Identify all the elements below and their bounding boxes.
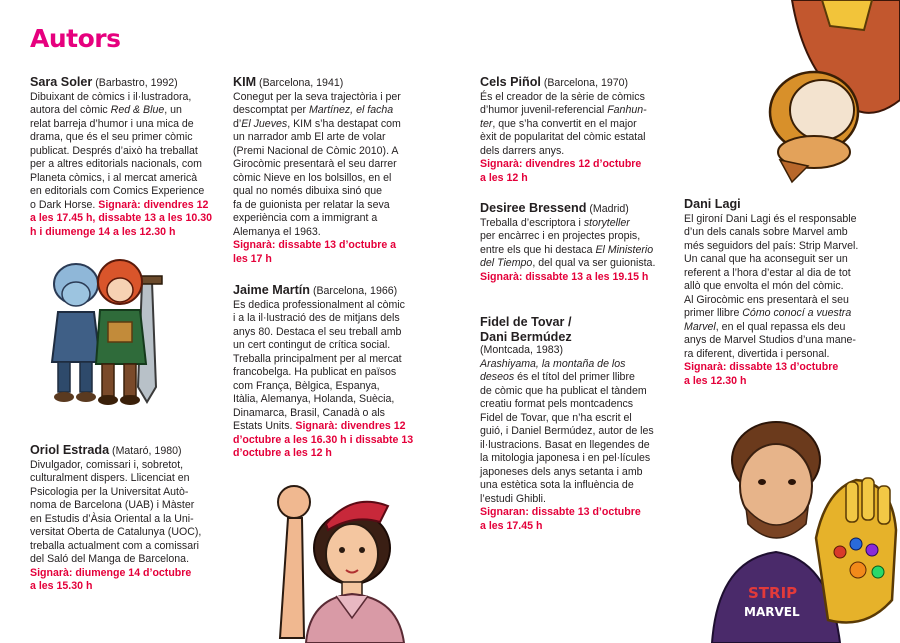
- bio-line: anys 80. Destaca el seu treball amb: [233, 325, 402, 338]
- bio-line: d’un dels canals sobre Marvel amb: [684, 226, 848, 238]
- bio-line: l’estudi Ghibli.: [480, 492, 546, 505]
- signing-info: Signarà: dissabte 13 d’octubre: [684, 361, 839, 373]
- author-cels-pinol: [480, 76, 670, 185]
- bio-text: d’humor juvenil-referencial: [480, 104, 608, 116]
- bio-line: Al Girocòmic ens presentarà el seu: [684, 293, 849, 306]
- bio-text: , un: [164, 104, 182, 116]
- bio-text: entre els que hi destaca: [480, 243, 596, 256]
- author-origin: (Barbastro, 1992): [92, 77, 178, 89]
- bio-text: , KIM s’ha destapat com: [287, 117, 401, 130]
- bio-line: en editorials com Comics Experience: [30, 185, 205, 197]
- page-title: Autors: [30, 24, 121, 53]
- author-name: Desiree Bressend: [480, 201, 587, 215]
- bio-line: del Saló del Manga de Barcelona.: [30, 553, 190, 565]
- author-name: Dani Bermúdez: [480, 329, 572, 344]
- bio-line: Fidel de Tovar, que n’ha escrit el: [480, 411, 632, 424]
- author-desiree-bressend: [480, 202, 680, 284]
- signing-info: d’octubre a les 16.30 h i dissabte 13: [233, 433, 414, 446]
- author-origin: (Montcada, 1983): [480, 344, 564, 356]
- bio-line: com França, Bèlgica, Espanya,: [233, 379, 380, 392]
- bio-line: Conegut per la seva trajectòria i per: [233, 90, 401, 103]
- bio-line: Dinamarca, Brasil, Canadà o als: [233, 406, 385, 419]
- signing-info: Signarà: dissabte 13 a les 19.15 h: [480, 270, 649, 283]
- bio-line: il·lustracions. Basat en llegendes de: [480, 438, 650, 451]
- bio-line: Un canal que ha aconseguit ser un: [684, 253, 848, 265]
- cartoon-character-illustration: [752, 0, 900, 186]
- author-name: Cels Piñol: [480, 75, 541, 89]
- bio-line: de còmic que ha publicat el tàndem: [480, 384, 647, 397]
- bio-line: allò que envolta el món del còmic.: [684, 280, 844, 292]
- book-title: El Jueves: [241, 117, 288, 130]
- author-oriol-estrada: [30, 444, 225, 594]
- bio-line: anys de Marvel Studios d’una mane-: [684, 334, 856, 346]
- bio-line: Divulgador, comissari i, sobretot,: [30, 458, 184, 471]
- signing-info: Signarà: dissabte 13 d’octubre a: [233, 239, 397, 251]
- book-title: Martínez, el facha: [308, 104, 394, 116]
- bio-text: , en el qual repassa els deu: [715, 320, 846, 333]
- bio-line: en Estudis d’Àsia Oriental a la Uni-: [30, 512, 194, 525]
- signing-info: d’octubre a les 12 h: [233, 447, 332, 459]
- bio-line: per encàrrec i en projectes propis,: [480, 230, 641, 242]
- author-origin: (Barcelona, 1966): [310, 285, 398, 297]
- author-origin: (Mataró, 1980): [109, 445, 182, 457]
- book-title: deseos: [480, 371, 515, 383]
- author-name: Jaime Martín: [233, 283, 310, 297]
- author-kim: [233, 76, 423, 266]
- bio-text: , del qual va ser guionista.: [532, 257, 656, 269]
- author-name: Dani Lagi: [684, 197, 741, 211]
- raised-fist-woman-illustration: [270, 478, 410, 643]
- bio-line: creatiu format pels montcadencs: [480, 398, 634, 410]
- book-title: del Tiempo: [480, 257, 533, 269]
- bio-line: publicat. Després d’això ha treballat: [30, 144, 198, 157]
- bio-line: culturalment dispers. Llicenciat en: [30, 472, 190, 484]
- signing-info: les 17 h: [233, 252, 272, 265]
- author-name: Sara Soler: [30, 75, 93, 89]
- bio-line: Dibuixant de còmics i il·lustradora,: [30, 90, 192, 103]
- bio-line: És el creador de la sèrie de còmics: [480, 90, 645, 103]
- bio-text: autora del còmic: [30, 104, 111, 116]
- signing-info: Signarà: divendres 12: [295, 420, 406, 432]
- signing-info: a les 15.30 h: [30, 580, 93, 592]
- bio-text: Estats Units.: [233, 420, 296, 432]
- author-origin: (Barcelona, 1970): [540, 77, 629, 89]
- author-fidel-dani: [480, 315, 680, 533]
- bio-text: Treballa d’escriptora i: [480, 216, 584, 229]
- author-name: KIM: [233, 75, 257, 89]
- bio-line: èxit de popularitat del còmic estatal: [480, 131, 646, 143]
- bio-line: un narrador amb El arte de volar: [233, 131, 386, 143]
- book-title: Red & Blue: [110, 104, 165, 116]
- bio-line: versitat Oberta de Catalunya (UOC),: [30, 526, 202, 538]
- bio-line: còmic Nieve en los bolsillos, en el: [233, 171, 392, 184]
- bio-line: per a altres editorials nacionals, com: [30, 158, 202, 170]
- bio-line: Planeta còmics, i al mercat americà: [30, 171, 198, 184]
- bio-line: japoneses dels anys setanta i amb: [480, 465, 643, 478]
- bio-line: dels darrers anys.: [480, 144, 565, 157]
- book-title: Cómo conocí a vuestra: [742, 307, 852, 319]
- author-name: Oriol Estrada: [30, 443, 110, 457]
- bio-line: relat barreja d’humor i una mica de: [30, 117, 194, 130]
- signing-info: a les 12 h: [480, 171, 528, 184]
- signing-info: Signaran: dissabte 13 d’octubre: [480, 506, 641, 518]
- shirt-text: MARVEL: [744, 605, 800, 619]
- bio-text: o Dark Horse.: [30, 198, 99, 211]
- shirt-text: STRIP: [748, 584, 798, 602]
- bio-line: guió, i Daniel Bermúdez, autor de les: [480, 425, 654, 437]
- bio-line: Itàlia, Alemanya, Holanda, Suècia,: [233, 393, 395, 405]
- dani-lagi-portrait-illustration: [706, 420, 900, 643]
- signing-info: a les 17.45 h: [480, 519, 543, 532]
- signing-info: Signarà: divendres 12 d’octubre: [480, 158, 642, 170]
- bio-line: drama, que és el seu primer còmic: [30, 131, 193, 143]
- bio-line: una estètica sota la influència de: [480, 479, 634, 491]
- bio-line: la mitologia japonesa i en pel·lícules: [480, 452, 651, 464]
- author-origin: (Barcelona, 1941): [256, 77, 344, 89]
- bio-line: francobelga. Ha publicat en països: [233, 366, 397, 378]
- book-title: storyteller: [583, 216, 630, 229]
- bio-line: un cert contingut de crítica social.: [233, 339, 391, 351]
- book-title: Arashiyama, la montaña de los: [480, 357, 626, 370]
- signing-info: Signarà: diumenge 14 d’octubre: [30, 566, 192, 579]
- book-title: ter: [480, 117, 493, 130]
- bio-text: descomptat per: [233, 104, 309, 116]
- bio-text: és el títol del primer llibre: [514, 371, 635, 383]
- bio-line: ra diferent, divertida i personal.: [684, 347, 830, 360]
- bio-text: , que s’ha convertit en el major: [492, 117, 637, 130]
- author-name: Fidel de Tovar /: [480, 315, 572, 329]
- bio-line: Alemanya el 1963.: [233, 225, 321, 238]
- signing-info: a les 17.45 h, dissabte 13 a les 10.30: [30, 212, 212, 224]
- author-jaime-martin: [233, 284, 423, 461]
- bio-line: Es dedica professionalment al còmic: [233, 298, 405, 311]
- bio-line: fa de guionista per relatar la seva: [233, 198, 390, 211]
- signing-info: h i diumenge 14 a les 12.30 h: [30, 225, 176, 238]
- author-sara-soler: [30, 76, 225, 239]
- bio-line: noma de Barcelona (UAB) i Màster: [30, 499, 195, 511]
- bio-line: Psicologia per la Universitat Autò-: [30, 485, 189, 498]
- bio-line: El gironí Dani Lagi és el responsable: [684, 212, 857, 225]
- bio-line: treballa actualment com a comissari: [30, 539, 199, 552]
- book-title: Fanhun-: [607, 104, 647, 116]
- book-title: El Ministerio: [595, 243, 654, 256]
- bio-line: Treballa principalment per al mercat: [233, 352, 402, 365]
- bio-line: (Premi Nacional de Còmic 2010). A: [233, 144, 399, 157]
- author-origin: (Madrid): [586, 203, 629, 215]
- signing-info: a les 12.30 h: [684, 374, 747, 387]
- bio-line: més seguidors del país: Strip Marvel.: [684, 239, 859, 252]
- bio-line: qual no només dibuixa sinó que: [233, 185, 383, 197]
- bio-line: experiència com a immigrant a: [233, 212, 378, 224]
- bio-line: referent a l’hora d’estar al dia de tot: [684, 266, 851, 279]
- warrior-characters-illustration: [34, 252, 174, 408]
- signing-info: Signarà: divendres 12: [98, 198, 209, 211]
- book-title: Marvel: [684, 320, 716, 333]
- bio-text: d’: [233, 117, 242, 130]
- author-dani-lagi: [684, 198, 884, 388]
- bio-line: Girocòmic presentarà el seu darrer: [233, 158, 397, 170]
- bio-line: i a la il·lustració des de mitjans dels: [233, 312, 400, 324]
- bio-text: primer llibre: [684, 307, 743, 319]
